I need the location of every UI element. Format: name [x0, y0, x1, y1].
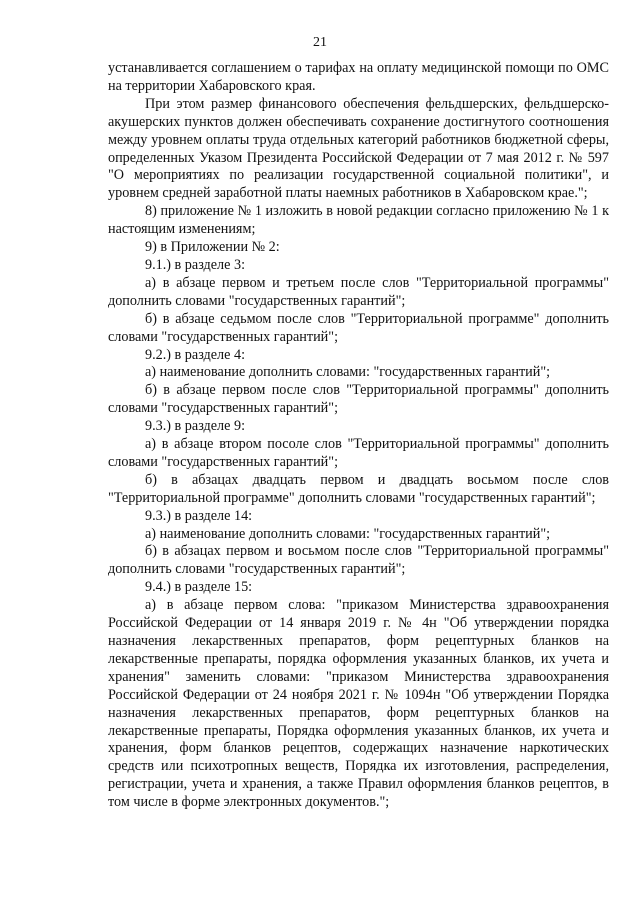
document-body — [108, 60, 609, 812]
paragraph: устанавливается соглашением о тарифах на оплату медицинской помощи по ОМС на территории Хабаровского края. — [108, 60, 609, 94]
paragraph: 9.4.) в разделе 15: — [145, 579, 253, 596]
paragraph: При этом размер финансового обеспечения фельдшерских, фельдшерско-акушерских пунктов должен обеспечивать сохранение достигнутого соотношения между уровнем оплаты труда отдельных категорий работников бюджетной сферы, определенных Указом Президента Российской Федерации от 7 мая 2012 г. № 597 "О мероприятиях по реализации государственной социальной политики", и уровнем средней заработной платы наемных работников в Хабаровском крае."; — [108, 95, 609, 202]
paragraph: 9) в Приложении № 2: — [145, 239, 280, 256]
paragraph: 9.3.) в разделе 14: — [145, 507, 253, 524]
paragraph: а) наименование дополнить словами: "государственных гарантий"; — [145, 525, 551, 542]
paragraph: б) в абзаце седьмом после слов "Территориальной программе" дополнить словами "государственных гарантий"; — [108, 310, 609, 345]
page-number: 21 — [313, 35, 327, 50]
paragraph: 9.1.) в разделе 3: — [145, 256, 246, 273]
paragraph: а) в абзаце втором посоле слов "Территориальной программы" дополнить словами "государственных гарантий"; — [108, 436, 609, 470]
paragraph: 9.2.) в разделе 4: — [145, 346, 246, 363]
paragraph: 8) приложение № 1 изложить в новой редакции согласно приложению № 1 к настоящим изменениям; — [108, 203, 609, 238]
paragraph: а) наименование дополнить словами: "государственных гарантий"; — [145, 364, 551, 381]
paragraph: а) в абзаце первом слова: "приказом Министерства здравоохранения Российской Федерации от 14 января 2019 г. № 4н "Об утверждении порядка назначения лекарственных препаратов, форм рецептурных бланков на лекарственные препараты, порядка оформления указанных бланков, их учета и хранения" заменить словами: "приказом Министерства здравоохранения Российской Федерации от 24 ноября 2021 г. № 1094н "Об утверждении Порядка назначения лекарственных препаратов, форм рецептурных бланков на лекарственные препараты, Порядка оформления указанных бланков, их учета и хранения, форм бланков рецептов, содержащих назначение наркотических средств или психотропных веществ, Порядка их изготовления, распределения, регистрации, учета и хранения, а также Правил оформления бланков рецептов, в том числе в форме электронных документов."; — [108, 597, 609, 811]
paragraph: 9.3.) в разделе 9: — [145, 418, 246, 435]
paragraph: а) в абзаце первом и третьем после слов "Территориальной программы" дополнить словами "государственных гарантий"; — [108, 274, 609, 309]
paragraph: б) в абзаце первом после слов "Территориальной программы" дополнить словами "государственных гарантий"; — [108, 382, 609, 417]
paragraph: б) в абзацах первом и восьмом после слов "Территориальной программы" дополнить словами "государственных гарантий"; — [108, 543, 609, 578]
paragraph: б) в абзацах двадцать первом и двадцать восьмом после слов "Территориальной программе" дополнить словами "государственных гарантий"; — [108, 471, 609, 506]
